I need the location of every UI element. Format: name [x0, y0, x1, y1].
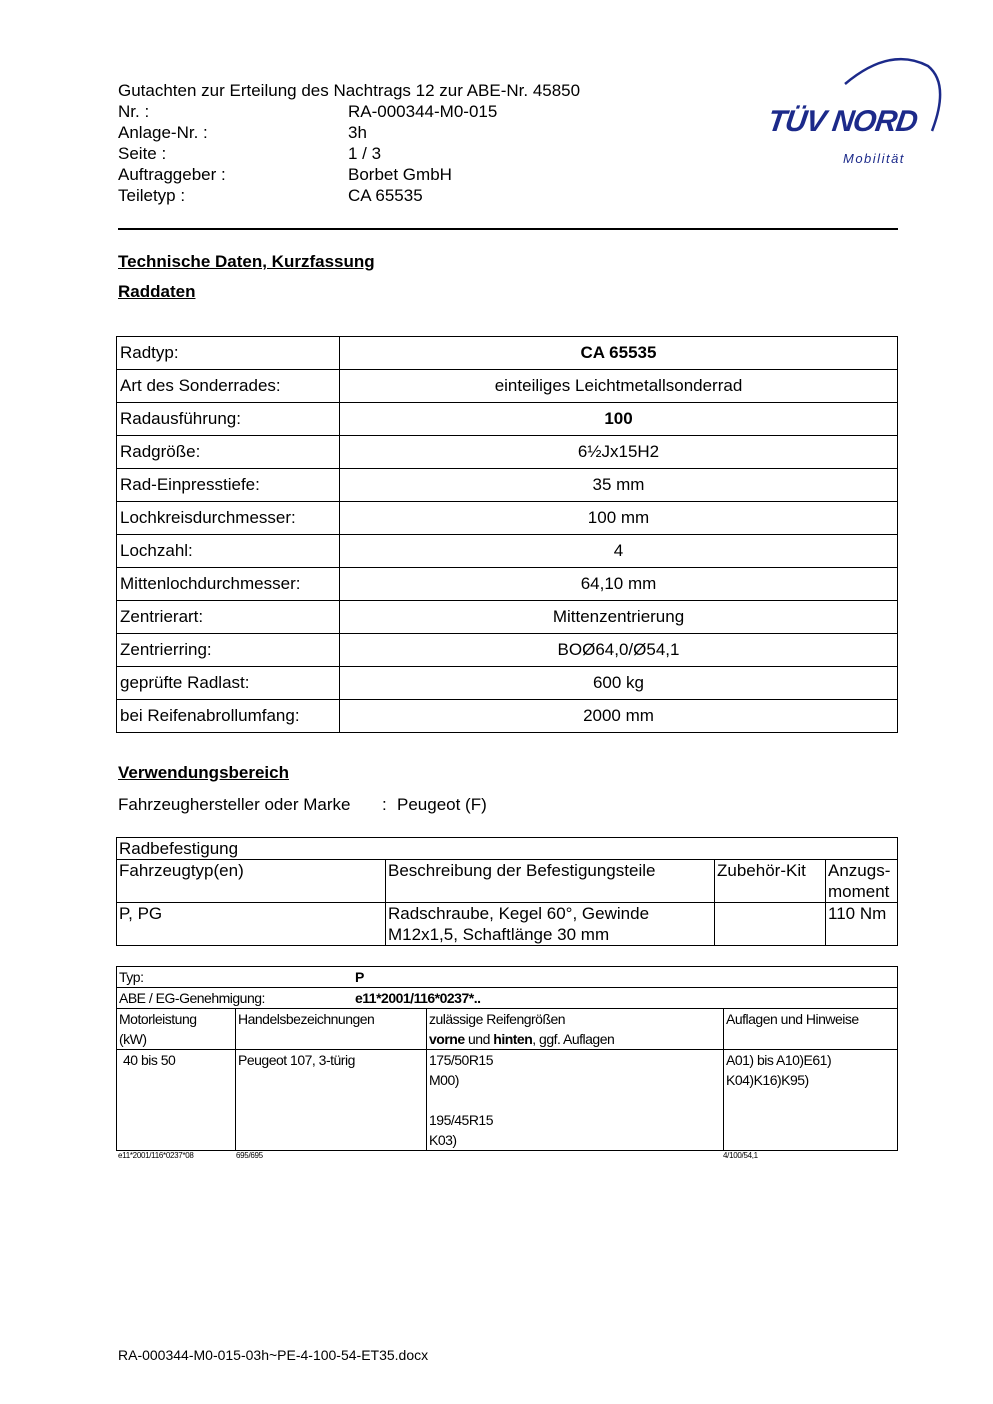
make-label: Fahrzeughersteller oder Marke — [118, 795, 351, 814]
wheel-value: 4 — [340, 535, 898, 568]
approval-value: e11*2001/116*0237*.. — [355, 990, 481, 1006]
col-header-trade-names: Handelsbezeichnungen — [236, 1009, 427, 1050]
table-row — [117, 838, 898, 860]
wheel-data-table — [116, 336, 898, 733]
type-label: Typ: — [119, 969, 144, 985]
fastening-description-cell — [386, 903, 715, 946]
wheel-key: Zentrierring: — [117, 634, 340, 667]
col-header-torque — [826, 860, 898, 903]
table-row — [117, 337, 898, 370]
header-label: Anlage-Nr. : — [118, 123, 208, 142]
torque-cell: 110 Nm — [826, 903, 898, 946]
wheel-value: CA 65535 — [340, 337, 898, 370]
torque-header-line: Anzugs- — [828, 861, 891, 880]
document-footer-filename: RA-000344-M0-015-03h~PE-4-100-54-ET35.docx — [118, 1347, 429, 1363]
table-row — [117, 860, 898, 903]
approval-label: ABE / EG-Genehmigung: — [119, 990, 265, 1006]
table-row — [117, 967, 898, 988]
approval-footnote: e11*2001/116*0237*08 — [118, 1151, 194, 1160]
section-heading-usage: Verwendungsbereich — [118, 763, 289, 782]
tyre-sizes-cell — [427, 1050, 724, 1151]
wheel-key: bei Reifenabrollumfang: — [117, 700, 340, 733]
wheel-value: Mittenzentrierung — [340, 601, 898, 634]
col-header-types: Fahrzeugtyp(en) — [117, 860, 386, 903]
tyres-header-line — [429, 1029, 721, 1049]
kit-cell — [715, 903, 826, 946]
type-row-cell — [117, 967, 898, 988]
wheel-value: 64,10 mm — [340, 568, 898, 601]
tyre-size: 195/45R15 — [429, 1112, 494, 1128]
table-row — [117, 469, 898, 502]
wheel-key: Radtyp: — [117, 337, 340, 370]
tyres-header-rear: hinten — [493, 1031, 533, 1047]
header-label: Auftraggeber : — [118, 165, 226, 184]
header-label: Teiletyp : — [118, 186, 186, 205]
approval-row-cell — [117, 988, 898, 1009]
fastening-table — [116, 837, 898, 946]
notes-line: K04)K16)K95) — [726, 1072, 809, 1088]
table-row — [117, 1050, 898, 1151]
table-row — [117, 535, 898, 568]
wheel-key: Lochzahl: — [117, 535, 340, 568]
trade-name-cell: Peugeot 107, 3-türig — [236, 1050, 427, 1151]
table-row — [117, 903, 898, 946]
section-heading-tech: Technische Daten, Kurzfassung — [118, 252, 375, 271]
power-header-line: Motorleistung — [119, 1011, 197, 1027]
wheel-value: 35 mm — [340, 469, 898, 502]
section-heading-raddaten: Raddaten — [118, 282, 196, 301]
table-row — [117, 634, 898, 667]
wheel-key: geprüfte Radlast: — [117, 667, 340, 700]
notes-cell — [724, 1050, 898, 1151]
table-row — [117, 436, 898, 469]
wheel-value: 100 mm — [340, 502, 898, 535]
tyres-header-suffix: , ggf. Auflagen — [532, 1031, 615, 1047]
table-row — [117, 700, 898, 733]
type-value: P — [355, 969, 364, 985]
make-value: Peugeot (F) — [397, 795, 487, 814]
wheel-key: Art des Sonderrades: — [117, 370, 340, 403]
header-label: Seite : — [118, 144, 167, 163]
power-cell: 40 bis 50 — [117, 1050, 236, 1151]
wheel-value: 100 — [340, 403, 898, 436]
header-value: 1 / 3 — [348, 144, 382, 163]
wheel-value: BOØ64,0/Ø54,1 — [340, 634, 898, 667]
table-row — [117, 403, 898, 436]
header-label: Nr. : — [118, 102, 150, 121]
tyres-header-front: vorne — [429, 1031, 465, 1047]
logo-subtitle: Mobilität — [843, 151, 905, 166]
col-header-notes: Auflagen und Hinweise — [724, 1009, 898, 1050]
notes-footnote: 4/100/54,1 — [723, 1151, 758, 1160]
wheel-key: Radgröße: — [117, 436, 340, 469]
col-header-description: Beschreibung der Befestigungsteile — [386, 860, 715, 903]
wheel-value: 2000 mm — [340, 700, 898, 733]
col-header-kit: Zubehör-Kit — [715, 860, 826, 903]
wheel-key: Zentrierart: — [117, 601, 340, 634]
vehicle-types-cell: P, PG — [117, 903, 386, 946]
tyre-note: K03) — [429, 1132, 457, 1148]
header-value: RA-000344-M0-015 — [348, 102, 498, 121]
table-row — [117, 568, 898, 601]
tyres-header-line: zulässige Reifengrößen — [429, 1011, 566, 1027]
fastening-title: Radbefestigung — [117, 838, 898, 860]
col-header-tyre-sizes — [427, 1009, 724, 1050]
header-divider — [118, 228, 898, 230]
header-value: 3h — [348, 123, 367, 142]
description-line: M12x1,5, Schaftlänge 30 mm — [388, 925, 610, 944]
trade-footnote: 695/695 — [236, 1151, 263, 1160]
torque-header-line: moment — [828, 882, 890, 901]
wheel-key: Rad-Einpresstiefe: — [117, 469, 340, 502]
spacer — [429, 1090, 721, 1110]
vehicle-make-line — [118, 795, 487, 815]
table-row — [117, 502, 898, 535]
wheel-key: Radausführung: — [117, 403, 340, 436]
wheel-value: 6½Jx15H2 — [340, 436, 898, 469]
header-value: Borbet GmbH — [348, 165, 452, 184]
logo-wordmark: TÜV NORD — [765, 105, 920, 138]
table-row — [117, 370, 898, 403]
tyre-size: 175/50R15 — [429, 1052, 494, 1068]
tyres-header-and: und — [464, 1031, 494, 1047]
wheel-value: einteiliges Leichtmetallsonderrad — [340, 370, 898, 403]
table-row — [117, 601, 898, 634]
table-row — [117, 1009, 898, 1050]
header-value: CA 65535 — [348, 186, 423, 205]
vehicle-table — [116, 966, 898, 1151]
wheel-key: Lochkreisdurchmesser: — [117, 502, 340, 535]
wheel-value: 600 kg — [340, 667, 898, 700]
tyre-note: M00) — [429, 1072, 459, 1088]
col-header-power — [117, 1009, 236, 1050]
document-title: Gutachten zur Erteilung des Nachtrags 12 zur ABE-Nr. 45850 — [118, 81, 581, 100]
make-separator: : — [382, 795, 387, 814]
wheel-key: Mittenlochdurchmesser: — [117, 568, 340, 601]
description-line: Radschraube, Kegel 60°, Gewinde — [388, 904, 650, 923]
notes-line: A01) bis A10)E61) — [726, 1052, 832, 1068]
power-header-line: (kW) — [119, 1031, 147, 1047]
table-row — [117, 988, 898, 1009]
table-row — [117, 667, 898, 700]
